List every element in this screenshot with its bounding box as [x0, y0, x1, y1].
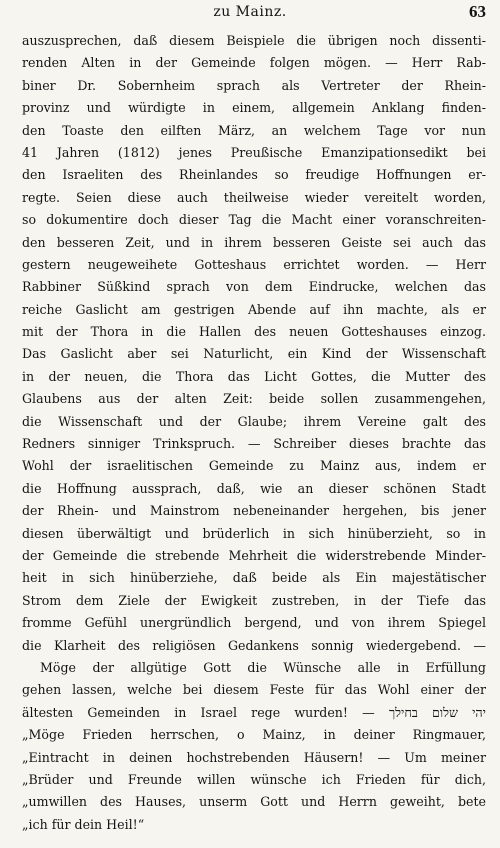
text-line: gehen lassen, welche bei diesem Feste für das Wohl einer der: [22, 682, 486, 698]
text-line: Das Gaslicht aber sei Naturlicht, ein Kind der Wissenschaft: [22, 346, 486, 362]
text-line: den Toaste den eilften März, an welchem Tage vor nun: [22, 122, 486, 138]
text-line: Glaubens aus der alten Zeit: beide sollen zusammengehen,: [22, 391, 486, 407]
text-line: Redners sinniger Trinkspruch. — Schreiber dieses brachte das: [22, 436, 486, 452]
text-line: „ich für dein Heil!“: [22, 816, 145, 832]
text-line: diesen überwältigt und brüderlich in sich hinüberzieht, so in: [22, 525, 486, 541]
running-head: [0, 2, 500, 26]
text-line: 41 Jahren (1812) jenes Preußische Emanzipationsedikt bei: [22, 144, 486, 160]
text-line: „Brüder und Freunde willen wünsche ich Frieden für dich,: [22, 771, 486, 787]
text-line: in der neuen, die Thora das Licht Gottes, die Mutter des: [22, 368, 486, 384]
text-line: heit in sich hinüberziehe, daß beide als Ein majestätischer: [22, 570, 486, 586]
text-line: so dokumentire doch dieser Tag die Macht einer voranschreiten-: [22, 212, 486, 228]
running-title: zu Mainz.: [213, 4, 287, 20]
text-line: Rabbiner Süßkind sprach von dem Eindrucke, welchen das: [22, 279, 486, 295]
text-line: mit der Thora in die Hallen des neuen Gotteshauses einzog.: [22, 324, 486, 340]
page-number: 63: [469, 2, 486, 21]
text-line: renden Alten in der Gemeinde folgen mögen. — Herr Rab-: [22, 55, 486, 71]
text-line: der Rhein- und Mainstrom nebeneinander hergehen, bis jener: [22, 503, 486, 519]
text-line: die Hoffnung aussprach, daß, wie an dieser schönen Stadt: [22, 480, 486, 496]
text-line: die Klarheit des religiösen Gedankens sonnig wiedergebend. —: [22, 637, 486, 653]
body-text: [22, 30, 486, 836]
text-line: den Israeliten des Rheinlandes so freudige Hoffnungen er-: [22, 167, 486, 183]
text-line: regte. Seien diese auch theilweise wieder vereitelt worden,: [22, 189, 486, 205]
text-line: „Eintracht in deinen hochstrebenden Häusern! — Um meiner: [22, 749, 486, 765]
text-line: fromme Gefühl unergründlich bergend, und von ihrem Spiegel: [22, 615, 486, 631]
text-line: auszusprechen, daß diesem Beispiele die übrigen noch dissenti-: [22, 33, 486, 48]
text-line: der Gemeinde die strebende Mehrheit die widerstrebende Minder-: [22, 547, 486, 563]
text-line: Möge der allgütige Gott die Wünsche alle in Erfüllung: [40, 659, 486, 675]
text-line: „umwillen des Hauses, unserm Gott und Herrn geweiht, bete: [22, 794, 486, 810]
text-line: gestern neugeweihete Gotteshaus errichtet worden. — Herr: [22, 256, 486, 272]
text-line: provinz und würdigte in einem, allgemein Anklang finden-: [22, 100, 486, 116]
text-line: biner Dr. Sobernheim sprach als Vertreter der Rhein-: [22, 77, 486, 93]
text-line: ältesten Gemeinden in Israel rege wurden! — יהי שלום בחילך: [22, 704, 486, 720]
text-line: „Möge Frieden herrschen, o Mainz, in deiner Ringmauer,: [22, 727, 486, 743]
text-line: den besseren Zeit, und in ihrem besseren Geiste sei auch das: [22, 234, 486, 250]
text-line: Strom dem Ziele der Ewigkeit zustreben, in der Tiefe das: [22, 592, 486, 608]
text-line: die Wissenschaft und der Glaube; ihrem Vereine galt des: [22, 413, 486, 429]
text-line: Wohl der israelitischen Gemeinde zu Mainz aus, indem er: [22, 458, 486, 474]
text-line: reiche Gaslicht am gestrigen Abende auf ihn machte, als er: [22, 301, 486, 317]
